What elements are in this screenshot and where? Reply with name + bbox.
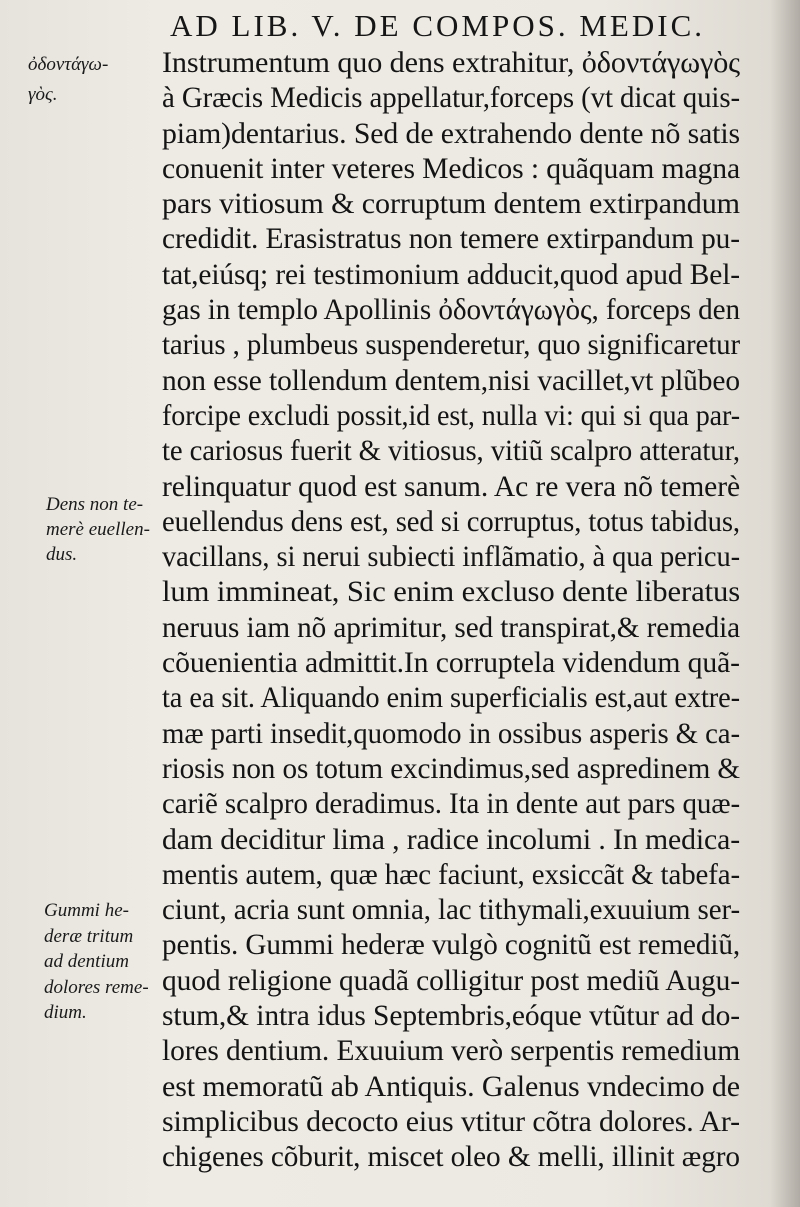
text-line: pentis. Gummi hederæ vulgò cognitũ est remediũ, [162, 929, 741, 962]
margin-note-line: ad dentium [44, 951, 129, 972]
text-line: mæ parti insedit,quomodo in ossibus asperis & ca- [162, 717, 741, 750]
margin-note-line: Gummi he- [44, 900, 129, 921]
text-line: cariẽ scalpro deradimus. Ita in dente aut pars quæ- [162, 788, 741, 821]
margin-note-line: ὀδοντάγω- [28, 54, 109, 75]
text-line: est memoratũ ab Antiquis. Galenus vndecimo de [162, 1070, 741, 1103]
text-line: gas in templo Apollinis ὀδοντάγωγὸς, forceps den [162, 294, 741, 327]
text-line: tat,eiúsq; rei testimonium adducit,quod apud Bel- [162, 258, 740, 291]
text-line: mentis autem, quæ hæc faciunt, exsiccãt & tabefa- [162, 858, 741, 891]
body-text [162, 46, 740, 1176]
text-line: pars vitiosum & corruptum dentem extirpandum [162, 188, 740, 221]
margin-note-line: dolores reme- [44, 976, 149, 998]
text-line: dam deciditur lima , radice incolumi . In medica- [162, 823, 741, 856]
text-line: ta ea sit. Aliquando enim superficialis est,aut extre- [162, 682, 741, 715]
text-line: piam)dentarius. Sed de extrahendo dente nõ satis [162, 117, 741, 150]
margin-note-line: deræ tritum [44, 925, 134, 947]
running-header: AD LIB. V. DE COMPOS. MEDIC. [170, 8, 705, 43]
text-line: neruus iam nõ aprimitur, sed transpirat,& remedia [162, 611, 740, 644]
text-line: credidit. Erasistratus non temere extirpandum pu- [162, 223, 740, 256]
page-edge-shadow [770, 0, 800, 1207]
text-line: quod religione quadã colligitur post mediũ Augu- [162, 964, 741, 997]
text-line: chigenes cõburit, miscet oleo & melli, illinit ægro [162, 1141, 740, 1174]
margin-note-line: merè euellen- [46, 519, 150, 540]
text-line: forcipe excludi possit,id est, nulla vi: qui si qua par- [162, 399, 740, 432]
text-line: lum immineat, Sic enim excluso dente liberatus [162, 576, 741, 609]
text-line: conuenit inter veteres Medicos : quãquam magna [162, 152, 741, 185]
margin-note-line: Dens non te- [46, 494, 144, 515]
text-line: lores dentium. Exuuium verò serpentis remedium [162, 1035, 741, 1068]
text-line: non esse tollendum dentem,nisi vacillet,vt plũbeo [162, 364, 740, 397]
text-line: ciunt, acria sunt omnia, lac tithymali,exuuium ser- [162, 894, 741, 927]
text-line: vacillans, si nerui subiecti inflãmatio, à qua pericu- [162, 541, 740, 574]
margin-note-gummi [44, 898, 149, 1026]
text-line: simplicibus decocto eius vtitur cõtra dolores. Ar- [162, 1105, 741, 1138]
text-line: te cariosus fuerit & vitiosus, vitiũ scalpro atteratur, [162, 435, 740, 468]
text-line: relinquatur quod est sanum. Ac re vera nõ temerè [162, 470, 741, 503]
text-line: cõuenientia admittit.In corruptela videndum quã- [162, 647, 740, 680]
margin-note-dens [46, 492, 150, 567]
text-line: stum,& intra idus Septembris,eóque vtũtur ad do- [162, 1000, 740, 1033]
text-line: Instrumentum quo dens extrahitur, ὀδοντάγωγὸς [162, 47, 741, 79]
text-line: tarius , plumbeus suspenderetur, quo significaretur [162, 329, 741, 362]
text-line: euellendus dens est, sed si corruptus, totus tabidus, [162, 505, 740, 538]
margin-note-greek [28, 50, 108, 110]
margin-note-line: dium. [44, 1002, 87, 1023]
margin-note-line: γὸς. [28, 84, 58, 105]
text-line: riosis non os totum excindimus,sed aspredinem & [162, 752, 740, 785]
text-line: à Græcis Medicis appellatur,forceps (vt dicat quis- [162, 82, 740, 115]
margin-note-line: dus. [46, 544, 78, 565]
